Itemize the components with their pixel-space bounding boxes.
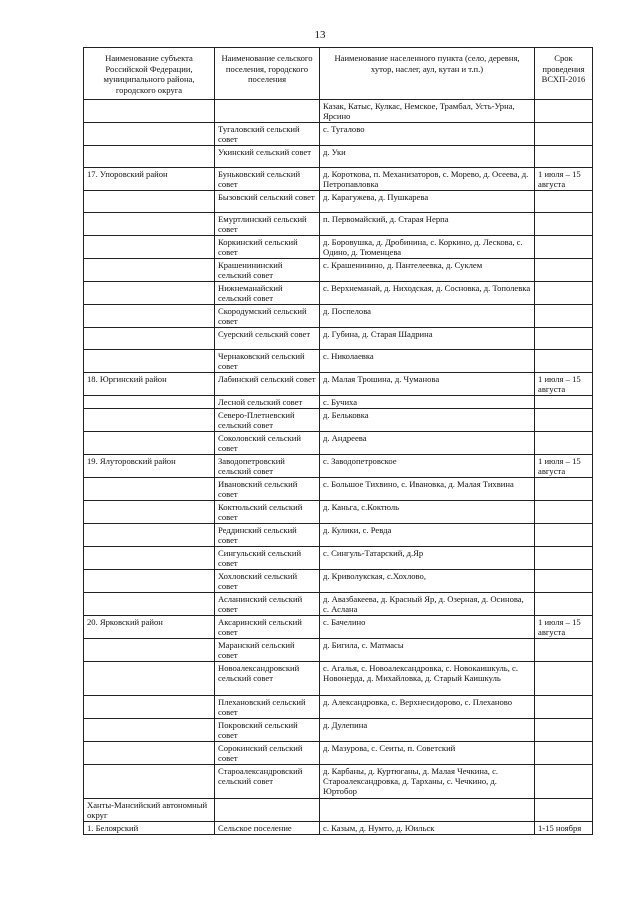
localities-cell: д. Авазбакеева, д. Красный Яр, д. Озерная, д. Осинова, с. Асланa bbox=[320, 593, 535, 616]
period-cell bbox=[535, 350, 593, 373]
settlement-cell: Маранский сельский совет bbox=[215, 639, 320, 662]
table-row bbox=[84, 282, 593, 305]
district-cell bbox=[84, 765, 215, 799]
period-cell bbox=[535, 570, 593, 593]
district-cell bbox=[84, 478, 215, 501]
table-row bbox=[84, 501, 593, 524]
table-row bbox=[84, 593, 593, 616]
settlement-cell: Асланинский сельский совет bbox=[215, 593, 320, 616]
district-cell bbox=[84, 409, 215, 432]
table-row bbox=[84, 478, 593, 501]
period-cell bbox=[535, 662, 593, 696]
period-cell bbox=[535, 696, 593, 719]
settlement-cell bbox=[215, 799, 320, 822]
settlement-cell: Суерский сельский совет bbox=[215, 328, 320, 350]
district-cell bbox=[84, 719, 215, 742]
table-row bbox=[84, 662, 593, 696]
settlement-cell: Ивановский сельский совет bbox=[215, 478, 320, 501]
settlement-cell: Тугаловский сельский совет bbox=[215, 123, 320, 146]
district-cell bbox=[84, 696, 215, 719]
period-cell bbox=[535, 639, 593, 662]
localities-cell: д. Уки bbox=[320, 146, 535, 168]
table-row bbox=[84, 236, 593, 259]
localities-cell: д. Бигила, с. Матмасы bbox=[320, 639, 535, 662]
district-cell bbox=[84, 432, 215, 455]
localities-cell: д. Андреева bbox=[320, 432, 535, 455]
district-cell bbox=[84, 639, 215, 662]
period-cell bbox=[535, 259, 593, 282]
district-cell bbox=[84, 146, 215, 168]
settlement-cell: Коктюльский сельский совет bbox=[215, 501, 320, 524]
localities-cell: д. Криволукская, с.Хохлово, bbox=[320, 570, 535, 593]
table-row bbox=[84, 799, 593, 822]
table-row bbox=[84, 822, 593, 835]
localities-cell: д. Карагужева, д. Пушкарева bbox=[320, 191, 535, 213]
table-row bbox=[84, 123, 593, 146]
district-cell: 1. Белоярский bbox=[84, 822, 215, 835]
period-cell bbox=[535, 396, 593, 409]
table-row bbox=[84, 259, 593, 282]
settlement-cell: Сельское поселение bbox=[215, 822, 320, 835]
localities-cell: д. Мазурова, с. Сеиты, п. Советский bbox=[320, 742, 535, 765]
header-region: Наименование субъекта Российской Федерации, муниципального района, городского округа bbox=[84, 48, 215, 100]
page-number: 13 bbox=[314, 29, 326, 41]
settlement-cell: Коркинский сельский совет bbox=[215, 236, 320, 259]
district-cell: 18. Юргинский район bbox=[84, 373, 215, 396]
period-cell bbox=[535, 191, 593, 213]
localities-cell: Казак, Катыс, Кулкас, Немское, Трамбал, Усть-Урна, Ярсино bbox=[320, 100, 535, 123]
census-schedule-table bbox=[83, 47, 593, 835]
settlement-cell: Емуртлинский сельский совет bbox=[215, 213, 320, 236]
localities-cell: с. Бачелино bbox=[320, 616, 535, 639]
table-row bbox=[84, 616, 593, 639]
period-cell bbox=[535, 742, 593, 765]
localities-cell: д. Короткова, п. Механизаторов, с. Морево, д. Осеева, д. Петропавловка bbox=[320, 168, 535, 191]
localities-cell: д. Кулики, с. Ревда bbox=[320, 524, 535, 547]
settlement-cell: Северо-Плетневский сельский совет bbox=[215, 409, 320, 432]
district-cell bbox=[84, 236, 215, 259]
table-row bbox=[84, 719, 593, 742]
localities-cell: с. Заводопетровское bbox=[320, 455, 535, 478]
period-cell bbox=[535, 478, 593, 501]
localities-cell: д. Александровка, с. Верхнесидорово, с. Плеханово bbox=[320, 696, 535, 719]
settlement-cell: Бызовский сельский совет bbox=[215, 191, 320, 213]
settlement-cell: Аксаринский сельский совет bbox=[215, 616, 320, 639]
period-cell bbox=[535, 146, 593, 168]
settlement-cell: Укинский сельский совет bbox=[215, 146, 320, 168]
district-cell bbox=[84, 259, 215, 282]
period-cell: 1 июля – 15 августа bbox=[535, 616, 593, 639]
settlement-cell: Заводопетровский сельский совет bbox=[215, 455, 320, 478]
district-cell bbox=[84, 100, 215, 123]
district-cell bbox=[84, 662, 215, 696]
table-row bbox=[84, 191, 593, 213]
table-row bbox=[84, 396, 593, 409]
settlement-cell: Крашенининский сельский совет bbox=[215, 259, 320, 282]
table-body bbox=[84, 100, 593, 835]
localities-cell: с. Бучиха bbox=[320, 396, 535, 409]
period-cell: 1 июля – 15 августа bbox=[535, 373, 593, 396]
period-cell bbox=[535, 409, 593, 432]
settlement-cell: Реддинский сельский совет bbox=[215, 524, 320, 547]
settlement-cell: Покровский сельский совет bbox=[215, 719, 320, 742]
period-cell bbox=[535, 524, 593, 547]
localities-cell: с. Верхнеманай, д. Ниходская, д. Сосновка, д. Тополевка bbox=[320, 282, 535, 305]
table-row bbox=[84, 455, 593, 478]
table-row bbox=[84, 547, 593, 570]
district-cell bbox=[84, 547, 215, 570]
localities-cell bbox=[320, 799, 535, 822]
district-cell: 19. Ялуторовский район bbox=[84, 455, 215, 478]
localities-cell: д. Боровушка, д. Дробинина, с. Коркино, д. Лескова, с. Одино, д. Тюменцева bbox=[320, 236, 535, 259]
settlement-cell: Сингульский сельский совет bbox=[215, 547, 320, 570]
period-cell bbox=[535, 305, 593, 328]
table-row bbox=[84, 524, 593, 547]
localities-cell: с. Большое Тихвино, с. Ивановка, д. Малая Тихвина bbox=[320, 478, 535, 501]
table-row bbox=[84, 696, 593, 719]
period-cell bbox=[535, 593, 593, 616]
period-cell: 1-15 ноября bbox=[535, 822, 593, 835]
settlement-cell: Лабинский сельский совет bbox=[215, 373, 320, 396]
table-row bbox=[84, 765, 593, 799]
period-cell bbox=[535, 213, 593, 236]
table-row bbox=[84, 409, 593, 432]
period-cell bbox=[535, 100, 593, 123]
localities-cell: с. Сингуль-Татарский, д.Яр bbox=[320, 547, 535, 570]
settlement-cell: Хохловский сельский совет bbox=[215, 570, 320, 593]
district-cell bbox=[84, 123, 215, 146]
period-cell bbox=[535, 236, 593, 259]
header-period: Срок проведения ВСХП-2016 bbox=[535, 48, 593, 100]
localities-cell: с. Казым, д. Нумто, д. Юильск bbox=[320, 822, 535, 835]
settlement-cell: Чернаковский сельский совет bbox=[215, 350, 320, 373]
period-cell bbox=[535, 328, 593, 350]
table-row bbox=[84, 305, 593, 328]
district-cell bbox=[84, 396, 215, 409]
settlement-cell: Плехановский сельский совет bbox=[215, 696, 320, 719]
period-cell bbox=[535, 547, 593, 570]
table-row bbox=[84, 213, 593, 236]
period-cell bbox=[535, 432, 593, 455]
localities-cell: с. Николаевка bbox=[320, 350, 535, 373]
settlement-cell: Скородумский сельский совет bbox=[215, 305, 320, 328]
localities-cell: д. Каньга, с.Коктюль bbox=[320, 501, 535, 524]
district-cell bbox=[84, 570, 215, 593]
settlement-cell: Староалександровский сельский совет bbox=[215, 765, 320, 799]
period-cell bbox=[535, 765, 593, 799]
period-cell bbox=[535, 501, 593, 524]
settlement-cell bbox=[215, 100, 320, 123]
district-cell bbox=[84, 213, 215, 236]
settlement-cell: Соколовский сельский совет bbox=[215, 432, 320, 455]
table-row bbox=[84, 373, 593, 396]
settlement-cell: Новоалександровский сельский совет bbox=[215, 662, 320, 696]
period-cell bbox=[535, 123, 593, 146]
settlement-cell: Буньковский сельский совет bbox=[215, 168, 320, 191]
table-row bbox=[84, 639, 593, 662]
district-cell bbox=[84, 501, 215, 524]
localities-cell: д. Поспелова bbox=[320, 305, 535, 328]
period-cell bbox=[535, 719, 593, 742]
district-cell bbox=[84, 282, 215, 305]
table-row bbox=[84, 570, 593, 593]
period-cell: 1 июля – 15 августа bbox=[535, 455, 593, 478]
settlement-cell: Лесной сельский совет bbox=[215, 396, 320, 409]
district-cell bbox=[84, 742, 215, 765]
period-cell: 1 июля – 15 августа bbox=[535, 168, 593, 191]
district-cell bbox=[84, 305, 215, 328]
localities-cell: д. Бельковка bbox=[320, 409, 535, 432]
localities-cell: д. Губина, д. Старая Шадрина bbox=[320, 328, 535, 350]
table-row bbox=[84, 328, 593, 350]
localities-cell: с. Агалья, с. Новоалександровка, с. Новокаишкуль, с. Новонерда, д. Михайловка, д. Старый Каишкуль bbox=[320, 662, 535, 696]
table-header-row bbox=[84, 48, 593, 100]
district-cell: Ханты-Мансийский автономный округ bbox=[84, 799, 215, 822]
district-cell bbox=[84, 593, 215, 616]
table-row bbox=[84, 146, 593, 168]
period-cell bbox=[535, 282, 593, 305]
district-cell bbox=[84, 191, 215, 213]
period-cell bbox=[535, 799, 593, 822]
district-cell: 20. Ярковский район bbox=[84, 616, 215, 639]
localities-cell: с. Крашенинино, д. Пантелеевка, д. Суклем bbox=[320, 259, 535, 282]
table-row bbox=[84, 742, 593, 765]
table-row bbox=[84, 100, 593, 123]
localities-cell: д. Дулепина bbox=[320, 719, 535, 742]
district-cell bbox=[84, 350, 215, 373]
header-settlement: Наименование сельского поселения, городского поселения bbox=[215, 48, 320, 100]
header-localities: Наименование населенного пункта (село, деревня, хутор, наслег, аул, кутан и т.п.) bbox=[320, 48, 535, 100]
district-cell bbox=[84, 328, 215, 350]
table-row bbox=[84, 168, 593, 191]
table-row bbox=[84, 350, 593, 373]
district-cell: 17. Упоровский район bbox=[84, 168, 215, 191]
table-row bbox=[84, 432, 593, 455]
localities-cell: д. Малая Трошина, д. Чуманова bbox=[320, 373, 535, 396]
settlement-cell: Сорокинский сельский совет bbox=[215, 742, 320, 765]
localities-cell: д. Карбаны, д. Куртюганы, д. Малая Чечкина, с. Староалександровка, д. Тарханы, с. Чечкино, д. Юртобор bbox=[320, 765, 535, 799]
localities-cell: с. Тугалово bbox=[320, 123, 535, 146]
district-cell bbox=[84, 524, 215, 547]
settlement-cell: Нижнеманайский сельский совет bbox=[215, 282, 320, 305]
localities-cell: п. Первомайский, д. Старая Нерпа bbox=[320, 213, 535, 236]
